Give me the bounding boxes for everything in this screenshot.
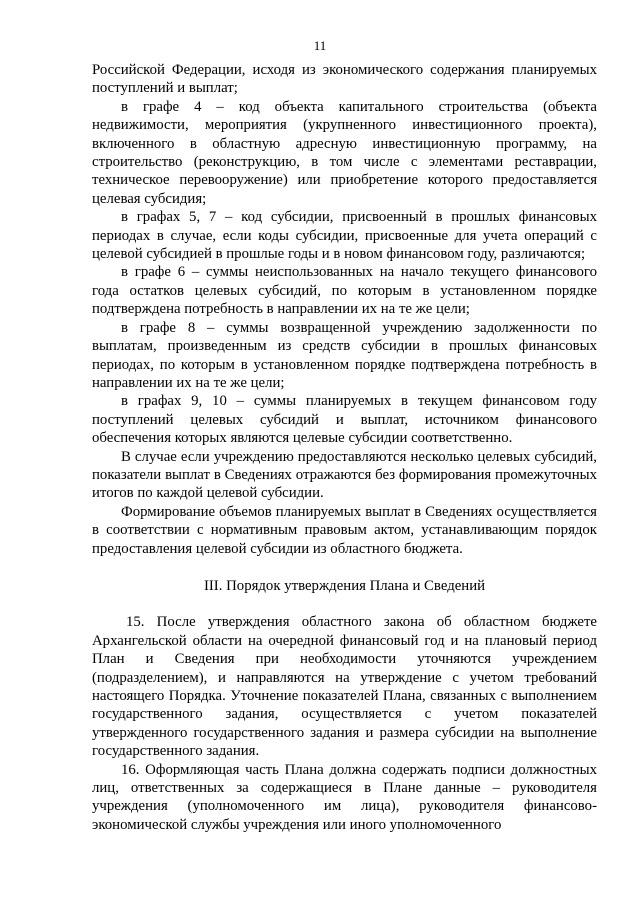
paragraph-continuation: Российской Федерации, исходя из экономического содержания планируемых поступлений и выплат; <box>92 62 597 97</box>
paragraph-column-6: в графе 6 – суммы неиспользованных на начало текущего финансового года остатков целевых субсидий, по которым в установленном порядке подтверждена потребность в направлении их на те же цели; <box>92 264 597 318</box>
page-number: 11 <box>313 38 327 53</box>
paragraph-item-16: 16. Оформляющая часть Плана должна содержать подписи должностных лиц, ответственных за содержащиеся в Плане данные – руководителя учреждения (уполномоченного им лица), руководителя финансово-экономической службы учреждения или иного уполномоченного <box>92 761 597 833</box>
paragraph-columns-5-7: в графах 5, 7 – код субсидии, присвоенный в прошлых финансовых периодах в случае, если коды субсидии, присвоенные для учета операций с целевой субсидией в прошлые годы и в новом финансовом году, различаются; <box>92 209 597 263</box>
paragraph-column-8: в графе 8 – суммы возвращенной учреждению задолженности по выплатам, произведенным из средств субсидии в прошлых финансовых периодах, по которым в установленном порядке подтверждена потребность в направлении их на те же цели; <box>92 319 597 391</box>
paragraph-column-4: в графе 4 – код объекта капитального строительства (объекта недвижимости, мероприятия (укрупненного инвестиционного проекта), включенного в областную адресную инвестиционную программу, на строительство (реконструкцию, в том числе с элементами реставрации, техническое перевооружение) или приобретение которого предоставляется целевая субсидия; <box>92 98 597 207</box>
paragraph-item-15: 15. После утверждения областного закона об областном бюджете Архангельской области на очередной финансовый год и на плановый период План и Сведения при необходимости уточняются учреждением (подразделением), и направляются на утверждение с учетом требований настоящего Порядка. Уточнение показателей Плана, связанных с выполнением государственного задания, осуществляется с учетом показателей утвержденного государственного задания и размера субсидии на выполнение государственного задания. <box>92 614 597 760</box>
document-body <box>92 61 597 834</box>
paragraph-planned-payments: Формирование объемов планируемых выплат в Сведениях осуществляется в соответствии с нормативным правовым актом, устанавливающим порядок предоставления целевой субсидии из областного бюджета. <box>92 503 597 557</box>
paragraph-multiple-subsidies: В случае если учреждению предоставляются несколько целевых субсидий, показатели выплат в Сведениях отражаются без формирования промежуточных итогов по каждой целевой субсидии. <box>92 448 597 502</box>
section-heading: III. Порядок утверждения Плана и Сведений <box>203 577 486 594</box>
paragraph-columns-9-10: в графах 9, 10 – суммы планируемых в текущем финансовом году поступлений целевых субсидий и выплат, источником финансового обеспечения которых являются целевые субсидии соответственно. <box>92 393 597 447</box>
